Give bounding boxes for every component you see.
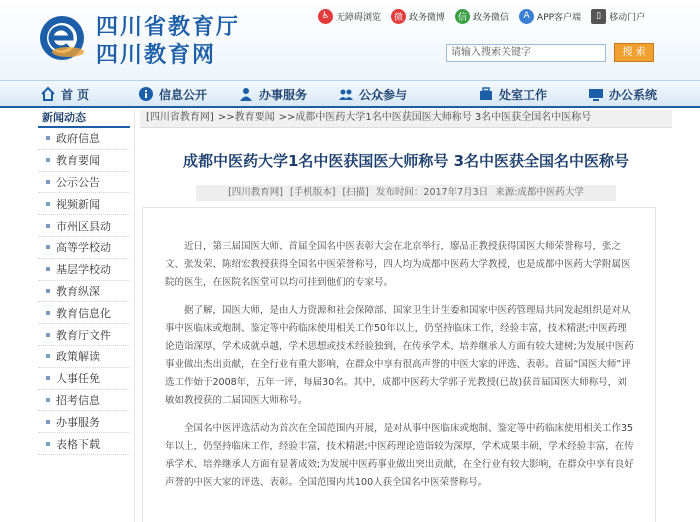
home-icon [40, 86, 56, 102]
meta-scan-link[interactable]: [扫描] [342, 187, 369, 198]
article-paragraph: 近日，第三届国医大师、首届全国名中医表彰大会在北京举行，廖品正教授获得国医大师荣誉称号，张之文、张发荣、陈绍宏教授获得全国名中医荣誉称号，四人均为成都中医药大学教授，也是成都中医药大学附属医院的医生，在医院名医堂可以均可挂到他们的专家号。 [165, 241, 631, 288]
meta-source-link[interactable]: [四川教育网] [228, 187, 283, 198]
sidebar-item-label: 办事服务 [56, 415, 100, 429]
public-icon [338, 86, 354, 102]
toplink-app[interactable] [519, 8, 581, 24]
service-icon [238, 86, 254, 102]
sidebar-item[interactable] [38, 259, 130, 281]
sidebar-item-label: 基层学校动 [56, 263, 111, 277]
nav-info[interactable] [138, 81, 207, 107]
sidebar-item[interactable] [38, 390, 130, 412]
article-body [142, 207, 656, 522]
toplink-label: 政务微信 [473, 12, 510, 23]
sidebar [38, 110, 130, 522]
nav-label: 公众参与 [359, 87, 408, 102]
bullet-icon [46, 158, 50, 162]
system-icon [588, 86, 604, 102]
nav-home[interactable] [40, 81, 89, 107]
nav-label: 首 页 [61, 87, 90, 102]
article-title: 成都中医药大学1名中医获国医大师称号 3名中医获全国名中医称号 [182, 152, 630, 170]
article-meta [196, 185, 616, 201]
sidebar-item[interactable] [38, 346, 130, 368]
site-header [0, 0, 700, 80]
meta-origin: 来源:成都中医药大学 [495, 187, 584, 198]
toplink-label: APP客户端 [537, 12, 582, 23]
sidebar-item[interactable] [38, 172, 130, 194]
nav-label: 处室工作 [499, 87, 548, 102]
search-button[interactable]: 搜 索 [614, 43, 654, 62]
bullet-icon [46, 333, 50, 337]
toplink-wechat[interactable] [455, 8, 509, 24]
bullet-icon [46, 180, 50, 184]
bullet-icon [46, 245, 50, 249]
sidebar-item-label: 高等学校动 [56, 241, 111, 255]
meta-mobile-link[interactable]: [手机版本] [290, 187, 336, 198]
toplink-label: 移动门户 [609, 12, 646, 23]
sidebar-item-label: 视频新闻 [56, 197, 100, 211]
bullet-icon [46, 442, 50, 446]
search-input[interactable]: 请输入搜索关键字 [446, 44, 606, 62]
meta-publish-date: 发布时间：2017年7月3日 [375, 187, 489, 198]
bullet-icon [46, 202, 50, 206]
bullet-icon [46, 224, 50, 228]
sidebar-item-label: 表格下载 [56, 437, 100, 451]
sidebar-item-label: 招考信息 [56, 393, 100, 407]
sidebar-item-label: 政策解读 [56, 350, 100, 364]
article-paragraph: 全国名中医评选活动为首次在全国范围内开展，是对从事中医临床或炮制、鉴定等中药临床使用相关工作35年以上，仍坚持临床工作，经验丰富，技术精湛;中医药理论造诣较为深厚，学术成果丰硕，学术经验丰富，在传承学术、培养继承人方面有显著成效;为发展中医药事业做出突出贡献，在全行业有较大影响，在群众中享有良好声誉的中医大家的评选、表彰。全国范围内共100人获全国名中医荣誉称号。 [165, 423, 634, 488]
site-title-line1: 四川省教育厅 [96, 14, 241, 40]
sidebar-item[interactable] [38, 368, 130, 390]
sidebar-item[interactable] [38, 302, 130, 324]
bullet-icon [46, 398, 50, 402]
article-paragraph: 据了解，国医大师，是由人力资源和社会保障部、国家卫生计生委和国家中医药管理局共同发起组织是对从事中医临床或炮制、鉴定等中药临床使用相关工作50年以上，仍坚持临床工作，经验丰富，技术精湛;中医药理论造诣深厚，学术成就卓越，学术思想或技术经验独到，在传承学术、培养继承人方面有较大建树;为发展中医药事业做出杰出贡献，在全行业有重大影响，在群众中享有很高声誉的中医大家的评选、表彰。首届“国医大师”评选工作始于2008年，五年一评，每届30名。其中，成都中医药大学郭子光教授(已故)获首届国医大师称号，刘敏如教授获的二届国医大师称号。 [165, 305, 634, 406]
sidebar-item[interactable] [38, 281, 130, 303]
sidebar-item-label: 教育要闻 [56, 154, 100, 168]
bullet-icon [46, 354, 50, 358]
site-title-line2: 四川教育网 [96, 42, 217, 68]
accessibility-icon: ♿ [318, 9, 333, 24]
education-logo-icon[interactable] [38, 14, 86, 62]
wechat-icon: 信 [455, 9, 470, 24]
sidebar-item[interactable] [38, 324, 130, 346]
bullet-icon [46, 376, 50, 380]
bullet-icon [46, 311, 50, 315]
bullet-icon [46, 136, 50, 140]
app-icon: A [519, 9, 534, 24]
breadcrumb [140, 110, 672, 128]
weibo-icon: 微 [391, 9, 406, 24]
sidebar-item-label: 市州区县动 [56, 219, 111, 233]
breadcrumb-current: >>成都中医药大学1名中医获国医大师称号 3名中医获全国名中医称号 [278, 112, 592, 123]
info-icon [138, 86, 154, 102]
sidebar-item[interactable] [38, 237, 130, 259]
sidebar-item-label: 教育厅文件 [56, 328, 111, 342]
breadcrumb-link-news[interactable]: >>教育要闻 [217, 112, 275, 123]
sidebar-item[interactable] [38, 215, 130, 237]
bullet-icon [46, 289, 50, 293]
column-divider [134, 110, 135, 522]
nav-office[interactable] [478, 81, 547, 107]
main-nav [0, 80, 700, 108]
sidebar-item-label: 教育纵深 [56, 284, 100, 298]
mobile-icon: ▯ [591, 9, 606, 24]
sidebar-item[interactable] [38, 411, 130, 433]
top-links [318, 8, 655, 24]
nav-public[interactable] [338, 81, 407, 107]
toplink-label: 政务微博 [409, 12, 446, 23]
nav-label: 办公系统 [609, 87, 658, 102]
toplink-accessibility[interactable] [318, 8, 381, 24]
nav-system[interactable] [588, 81, 657, 107]
sidebar-item[interactable] [38, 128, 130, 150]
breadcrumb-link-home[interactable]: [四川省教育网] [146, 112, 214, 123]
sidebar-item-label: 政府信息 [56, 132, 100, 146]
nav-label: 信息公开 [159, 87, 208, 102]
sidebar-item[interactable] [38, 150, 130, 172]
sidebar-heading: 新闻动态 [38, 110, 130, 128]
toplink-mobile[interactable] [591, 8, 645, 24]
bullet-icon [46, 267, 50, 271]
bullet-icon [46, 420, 50, 424]
sidebar-item-label: 人事任免 [56, 372, 100, 386]
main-content [140, 110, 672, 522]
nav-label: 办事服务 [259, 87, 308, 102]
sidebar-item[interactable] [38, 433, 130, 455]
toplink-label: 无障碍浏览 [336, 12, 382, 23]
sidebar-item[interactable] [38, 193, 130, 215]
sidebar-item-label: 教育信息化 [56, 306, 111, 320]
office-icon [478, 86, 494, 102]
sidebar-item-label: 公示公告 [56, 175, 100, 189]
toplink-weibo[interactable] [391, 8, 445, 24]
nav-service[interactable] [238, 81, 307, 107]
